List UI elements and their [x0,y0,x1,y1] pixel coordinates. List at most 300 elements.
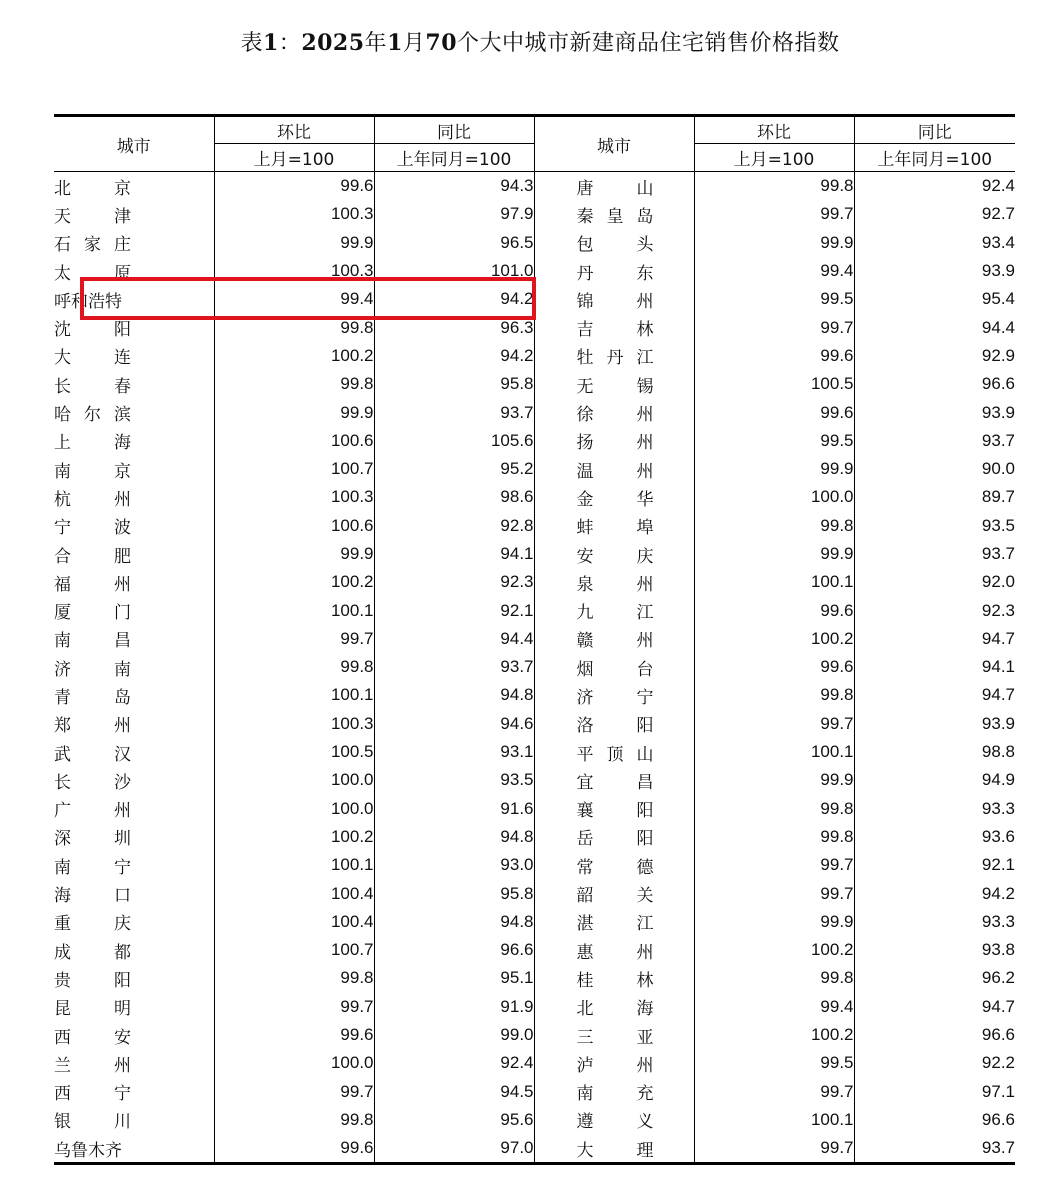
yoy-value: 93.7 [854,427,1015,455]
mom-value: 99.9 [694,766,854,794]
price-index-table [54,114,1015,1165]
city-name: 乌 鲁 木 齐 [54,1140,122,1161]
city-name: 无 锡 [576,376,654,397]
mom-value: 99.4 [694,257,854,285]
mom-value: 99.8 [694,512,854,540]
city-cell [534,285,694,313]
table-body [54,172,1015,1164]
city-name: 赣 州 [576,631,654,652]
yoy-value: 92.3 [854,596,1015,624]
table-row [54,172,1015,201]
header-mom: 环比 [214,116,374,144]
header-mom-base: 上月=100 [214,144,374,172]
yoy-value: 95.4 [854,285,1015,313]
yoy-value: 90.0 [854,455,1015,483]
city-name: 南 充 [576,1084,654,1105]
city-cell [54,540,214,568]
yoy-value: 96.2 [854,964,1015,992]
city-name: 杭 州 [54,489,131,510]
mom-value: 99.9 [214,540,374,568]
yoy-value: 92.4 [374,1049,534,1077]
city-name: 银 川 [54,1112,131,1133]
mom-value: 99.9 [694,540,854,568]
table-title: 表1：2025年1月70个大中城市新建商品住宅销售价格指数 [240,30,840,56]
mom-value: 99.4 [214,285,374,313]
city-cell [534,625,694,653]
table-row [54,908,1015,936]
mom-value: 100.2 [214,823,374,851]
mom-value: 100.2 [694,1021,854,1049]
mom-value: 100.2 [214,342,374,370]
mom-value: 99.8 [694,172,854,201]
mom-value: 99.7 [694,710,854,738]
city-cell [534,427,694,455]
city-cell [54,455,214,483]
city-cell [54,398,214,426]
city-name: 岳 阳 [576,829,654,850]
table-row [54,681,1015,709]
yoy-value: 93.9 [854,710,1015,738]
mom-value: 100.0 [214,1049,374,1077]
yoy-value: 92.2 [854,1049,1015,1077]
city-name: 包 头 [576,235,654,256]
city-name: 徐 州 [576,405,654,426]
mom-value: 99.7 [214,1078,374,1106]
city-name: 合 肥 [54,546,131,567]
yoy-value: 95.6 [374,1106,534,1134]
yoy-value: 94.4 [854,313,1015,341]
yoy-value: 93.4 [854,229,1015,257]
mom-value: 99.9 [694,908,854,936]
yoy-value: 94.8 [374,823,534,851]
city-cell [534,1106,694,1134]
mom-value: 99.6 [694,596,854,624]
mom-value: 99.9 [694,229,854,257]
yoy-value: 93.9 [854,398,1015,426]
city-name: 南 宁 [54,857,131,878]
city-cell [54,879,214,907]
city-name: 厦 门 [54,603,131,624]
city-name: 金 华 [576,489,654,510]
yoy-value: 92.7 [854,200,1015,228]
mom-value: 99.7 [214,625,374,653]
city-name: 大 理 [576,1140,654,1161]
city-cell [54,710,214,738]
mom-value: 99.5 [694,285,854,313]
city-name: 襄 阳 [576,801,654,822]
city-cell [534,1049,694,1077]
city-cell [54,766,214,794]
city-name: 呼 和 浩 特 [54,291,122,312]
mom-value: 99.5 [694,427,854,455]
city-cell [534,879,694,907]
city-cell [534,229,694,257]
mom-value: 99.8 [214,653,374,681]
city-cell [534,738,694,766]
city-cell [54,625,214,653]
city-name: 青 岛 [54,687,131,708]
yoy-value: 97.0 [374,1134,534,1164]
yoy-value: 93.3 [854,908,1015,936]
city-name: 武 汉 [54,744,131,765]
yoy-value: 93.0 [374,851,534,879]
city-cell [54,257,214,285]
table-row [54,964,1015,992]
table-row [54,229,1015,257]
table-row [54,257,1015,285]
table-row [54,342,1015,370]
yoy-value: 94.8 [374,681,534,709]
city-name: 吉 林 [576,320,654,341]
yoy-value: 92.1 [374,596,534,624]
table-row [54,285,1015,313]
city-cell [534,398,694,426]
mom-value: 100.3 [214,710,374,738]
city-cell [534,313,694,341]
header-yoy: 同比 [374,116,534,144]
city-cell [54,1049,214,1077]
yoy-value: 95.8 [374,879,534,907]
city-name: 常 德 [576,857,654,878]
mom-value: 100.6 [214,512,374,540]
yoy-value: 91.6 [374,795,534,823]
mom-value: 100.4 [214,908,374,936]
city-cell [534,596,694,624]
yoy-value: 93.7 [854,1134,1015,1164]
yoy-value: 94.1 [374,540,534,568]
table-row [54,596,1015,624]
city-cell [54,1134,214,1164]
mom-value: 100.7 [214,936,374,964]
mom-value: 99.8 [694,681,854,709]
header-mom-base: 上月=100 [694,144,854,172]
city-cell [534,483,694,511]
table-row [54,313,1015,341]
yoy-value: 105.6 [374,427,534,455]
city-cell [534,172,694,201]
yoy-value: 93.7 [374,398,534,426]
yoy-value: 93.6 [854,823,1015,851]
mom-value: 100.1 [694,1106,854,1134]
city-cell [54,964,214,992]
city-cell [54,200,214,228]
table-row [54,540,1015,568]
city-name: 北 京 [54,178,131,199]
city-cell [54,568,214,596]
mom-value: 99.8 [694,823,854,851]
mom-value: 100.7 [214,455,374,483]
city-cell [54,795,214,823]
city-cell [534,1021,694,1049]
city-name: 广 州 [54,801,131,822]
yoy-value: 93.5 [374,766,534,794]
yoy-value: 93.8 [854,936,1015,964]
city-cell [54,851,214,879]
yoy-value: 94.3 [374,172,534,201]
city-cell [534,200,694,228]
yoy-value: 98.8 [854,738,1015,766]
mom-value: 99.9 [214,229,374,257]
mom-value: 100.3 [214,257,374,285]
city-name: 韶 关 [576,886,654,907]
city-cell [54,908,214,936]
city-cell [54,823,214,851]
header-mom: 环比 [694,116,854,144]
city-cell [534,540,694,568]
mom-value: 99.8 [214,313,374,341]
city-name: 遵 义 [576,1112,654,1133]
mom-value: 100.4 [214,879,374,907]
mom-value: 99.6 [694,653,854,681]
city-cell [534,1078,694,1106]
city-name: 哈 尔 滨 [54,405,131,426]
city-cell [54,1106,214,1134]
table-row [54,653,1015,681]
mom-value: 100.5 [214,738,374,766]
yoy-value: 94.2 [854,879,1015,907]
city-cell [534,766,694,794]
city-name: 郑 州 [54,716,131,737]
city-cell [534,823,694,851]
yoy-value: 92.4 [854,172,1015,201]
city-name: 西 宁 [54,1084,131,1105]
city-cell [534,512,694,540]
city-cell [534,1134,694,1164]
mom-value: 100.1 [694,738,854,766]
yoy-value: 92.0 [854,568,1015,596]
city-name: 惠 州 [576,942,654,963]
city-name: 福 州 [54,574,131,595]
city-cell [54,738,214,766]
table-row [54,512,1015,540]
yoy-value: 97.9 [374,200,534,228]
city-name: 济 宁 [576,687,654,708]
city-name: 深 圳 [54,829,131,850]
table-row [54,823,1015,851]
city-name: 成 都 [54,942,131,963]
city-name: 长 春 [54,376,131,397]
yoy-value: 94.2 [374,342,534,370]
mom-value: 99.6 [214,1021,374,1049]
city-name: 昆 明 [54,999,131,1020]
table-row [54,993,1015,1021]
city-cell [54,285,214,313]
yoy-value: 94.6 [374,710,534,738]
city-cell [534,257,694,285]
header-city: 城市 [534,116,694,172]
yoy-value: 92.8 [374,512,534,540]
city-cell [534,370,694,398]
mom-value: 99.7 [694,851,854,879]
city-cell [534,908,694,936]
city-cell [54,681,214,709]
mom-value: 99.7 [214,993,374,1021]
yoy-value: 95.1 [374,964,534,992]
yoy-value: 93.9 [854,257,1015,285]
mom-value: 99.7 [694,1134,854,1164]
yoy-value: 92.1 [854,851,1015,879]
yoy-value: 94.4 [374,625,534,653]
city-name: 贵 阳 [54,970,131,991]
yoy-value: 94.2 [374,285,534,313]
mom-value: 100.0 [214,766,374,794]
yoy-value: 92.9 [854,342,1015,370]
yoy-value: 94.8 [374,908,534,936]
yoy-value: 93.7 [374,653,534,681]
city-name: 洛 阳 [576,716,654,737]
city-name: 太 原 [54,263,131,284]
mom-value: 99.6 [694,342,854,370]
yoy-value: 96.3 [374,313,534,341]
header-yoy-base: 上年同月=100 [854,144,1015,172]
city-cell [54,993,214,1021]
yoy-value: 95.8 [374,370,534,398]
mom-value: 99.6 [214,1134,374,1164]
mom-value: 100.5 [694,370,854,398]
city-cell [54,512,214,540]
table-row [54,879,1015,907]
city-name: 锦 州 [576,291,654,312]
yoy-value: 97.1 [854,1078,1015,1106]
table-row [54,936,1015,964]
city-cell [54,936,214,964]
city-name: 平 顶 山 [576,744,654,765]
city-name: 烟 台 [576,659,654,680]
city-name: 秦 皇 岛 [576,206,654,227]
city-name: 扬 州 [576,433,654,454]
city-name: 湛 江 [576,914,654,935]
city-name: 丹 东 [576,263,654,284]
yoy-value: 89.7 [854,483,1015,511]
city-cell [54,370,214,398]
table-row [54,455,1015,483]
yoy-value: 93.3 [854,795,1015,823]
table-row [54,1078,1015,1106]
yoy-value: 96.5 [374,229,534,257]
city-cell [534,851,694,879]
city-name: 九 江 [576,603,654,624]
city-name: 安 庆 [576,546,654,567]
city-name: 桂 林 [576,970,654,991]
city-cell [54,342,214,370]
city-name: 宁 波 [54,518,131,539]
yoy-value: 93.1 [374,738,534,766]
table-row [54,370,1015,398]
mom-value: 99.8 [694,795,854,823]
city-name: 南 昌 [54,631,131,652]
mom-value: 99.8 [694,964,854,992]
city-name: 牡 丹 江 [576,348,654,369]
city-name: 唐 山 [576,178,654,199]
city-cell [54,596,214,624]
table-row [54,200,1015,228]
city-cell [54,229,214,257]
table-row [54,710,1015,738]
mom-value: 100.2 [694,625,854,653]
city-cell [534,653,694,681]
city-name: 长 沙 [54,772,131,793]
table-row [54,795,1015,823]
yoy-value: 99.0 [374,1021,534,1049]
yoy-value: 101.0 [374,257,534,285]
mom-value: 99.6 [214,172,374,201]
city-name: 温 州 [576,461,654,482]
yoy-value: 93.7 [854,540,1015,568]
city-cell [534,568,694,596]
mom-value: 99.9 [694,455,854,483]
mom-value: 99.5 [694,1049,854,1077]
city-cell [54,313,214,341]
mom-value: 100.2 [694,936,854,964]
yoy-value: 91.9 [374,993,534,1021]
mom-value: 99.7 [694,313,854,341]
mom-value: 99.8 [214,370,374,398]
mom-value: 100.3 [214,200,374,228]
city-name: 天 津 [54,206,131,227]
city-name: 兰 州 [54,1055,131,1076]
yoy-value: 94.7 [854,993,1015,1021]
yoy-value: 98.6 [374,483,534,511]
city-cell [534,795,694,823]
mom-value: 99.9 [214,398,374,426]
table-row [54,398,1015,426]
yoy-value: 96.6 [854,1106,1015,1134]
mom-value: 99.6 [694,398,854,426]
yoy-value: 94.1 [854,653,1015,681]
yoy-value: 94.7 [854,681,1015,709]
yoy-value: 94.5 [374,1078,534,1106]
city-cell [534,681,694,709]
mom-value: 100.2 [214,568,374,596]
table-row [54,568,1015,596]
yoy-value: 94.7 [854,625,1015,653]
table-row [54,427,1015,455]
mom-value: 100.0 [214,795,374,823]
mom-value: 100.3 [214,483,374,511]
table-row [54,1021,1015,1049]
city-cell [534,455,694,483]
city-name: 宜 昌 [576,772,654,793]
yoy-value: 92.3 [374,568,534,596]
city-name: 西 安 [54,1027,131,1048]
city-name: 泸 州 [576,1055,654,1076]
mom-value: 100.1 [214,596,374,624]
city-cell [534,964,694,992]
mom-value: 100.1 [214,851,374,879]
city-cell [54,1078,214,1106]
table-row [54,766,1015,794]
yoy-value: 96.6 [374,936,534,964]
city-name: 石 家 庄 [54,235,131,256]
city-name: 三 亚 [576,1027,654,1048]
city-cell [54,172,214,201]
mom-value: 100.1 [694,568,854,596]
table-row [54,483,1015,511]
city-name: 大 连 [54,348,131,369]
table-row [54,1134,1015,1164]
city-name: 南 京 [54,461,131,482]
mom-value: 99.4 [694,993,854,1021]
mom-value: 99.7 [694,879,854,907]
city-cell [54,483,214,511]
table-row [54,1049,1015,1077]
city-name: 重 庆 [54,914,131,935]
header-yoy-base: 上年同月=100 [374,144,534,172]
header-yoy: 同比 [854,116,1015,144]
table-row [54,1106,1015,1134]
yoy-value: 96.6 [854,370,1015,398]
city-cell [534,993,694,1021]
